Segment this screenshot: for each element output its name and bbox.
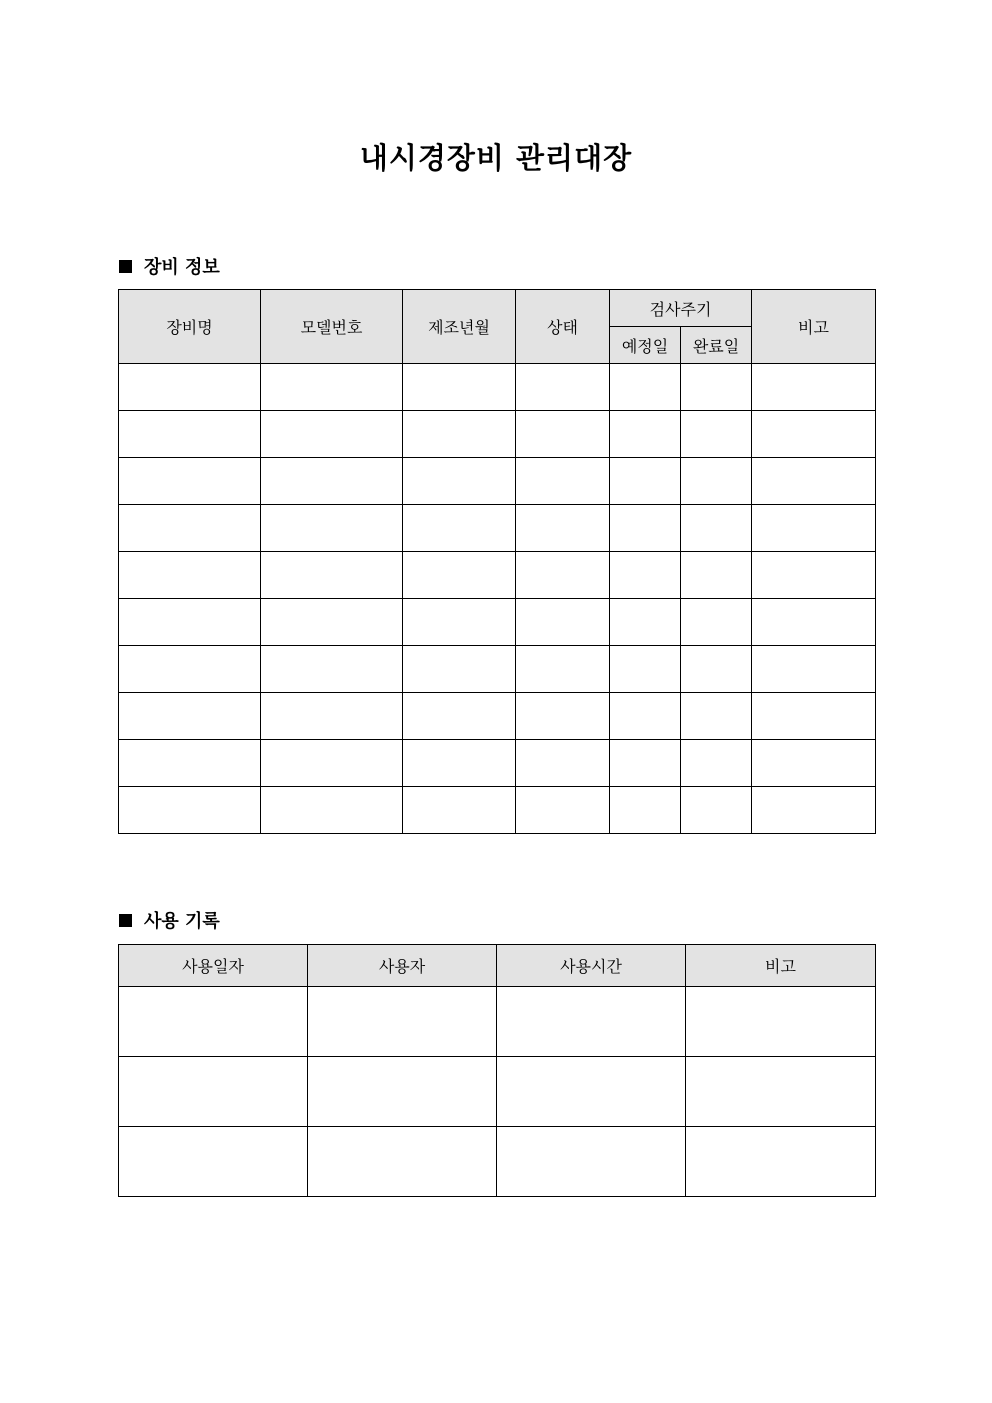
table-cell[interactable] (261, 505, 403, 552)
section-heading-usage-record (119, 907, 220, 933)
table-cell[interactable] (119, 740, 261, 787)
table-row (119, 599, 876, 646)
table-row (119, 1127, 876, 1197)
table-cell[interactable] (403, 646, 516, 693)
table-cell[interactable] (403, 599, 516, 646)
table-cell[interactable] (119, 646, 261, 693)
table-cell[interactable] (403, 458, 516, 505)
header-user: 사용자 (308, 945, 497, 987)
table-cell[interactable] (686, 1057, 876, 1127)
table-cell[interactable] (497, 1127, 686, 1197)
table-cell[interactable] (681, 740, 752, 787)
table-row (119, 987, 876, 1057)
table-cell[interactable] (681, 411, 752, 458)
table-row (119, 364, 876, 411)
equipment-table-body (119, 364, 876, 834)
table-cell[interactable] (119, 987, 308, 1057)
table-row (119, 458, 876, 505)
table-row (119, 1057, 876, 1127)
table-cell[interactable] (752, 552, 876, 599)
table-cell[interactable] (681, 552, 752, 599)
table-cell[interactable] (610, 505, 681, 552)
table-cell[interactable] (516, 552, 610, 599)
table-cell[interactable] (119, 411, 261, 458)
table-cell[interactable] (261, 599, 403, 646)
header-equipment-name: 장비명 (119, 290, 261, 364)
table-cell[interactable] (610, 458, 681, 505)
table-cell[interactable] (403, 364, 516, 411)
header-completed-date: 완료일 (681, 327, 752, 364)
table-cell[interactable] (610, 693, 681, 740)
table-cell[interactable] (261, 787, 403, 834)
section-heading-label: 사용 기록 (144, 911, 220, 932)
table-cell[interactable] (497, 987, 686, 1057)
table-cell[interactable] (308, 1127, 497, 1197)
table-cell[interactable] (308, 987, 497, 1057)
table-cell[interactable] (752, 693, 876, 740)
table-cell[interactable] (516, 693, 610, 740)
table-cell[interactable] (261, 740, 403, 787)
table-cell[interactable] (681, 646, 752, 693)
table-cell[interactable] (119, 693, 261, 740)
section-heading-equipment-info (119, 253, 220, 279)
table-cell[interactable] (516, 599, 610, 646)
header-status: 상태 (516, 290, 610, 364)
usage-record-table (118, 944, 876, 1197)
table-cell[interactable] (119, 1057, 308, 1127)
table-cell[interactable] (261, 364, 403, 411)
header-remarks: 비고 (752, 290, 876, 364)
table-cell[interactable] (610, 364, 681, 411)
usage-table-body (119, 987, 876, 1197)
table-cell[interactable] (681, 458, 752, 505)
table-cell[interactable] (681, 787, 752, 834)
table-cell[interactable] (752, 599, 876, 646)
table-cell[interactable] (516, 787, 610, 834)
table-cell[interactable] (119, 787, 261, 834)
table-row (119, 787, 876, 834)
document-title: 내시경장비 관리대장 (359, 141, 633, 175)
table-cell[interactable] (610, 740, 681, 787)
table-cell[interactable] (403, 411, 516, 458)
table-cell[interactable] (403, 693, 516, 740)
table-cell[interactable] (516, 458, 610, 505)
table-cell[interactable] (516, 411, 610, 458)
table-cell[interactable] (308, 1057, 497, 1127)
table-cell[interactable] (403, 505, 516, 552)
table-cell[interactable] (261, 552, 403, 599)
header-model-number: 모델번호 (261, 290, 403, 364)
header-use-date: 사용일자 (119, 945, 308, 987)
header-inspection-cycle: 검사주기 (610, 290, 752, 327)
header-manufacture-date: 제조년월 (403, 290, 516, 364)
table-cell[interactable] (119, 552, 261, 599)
table-cell[interactable] (610, 646, 681, 693)
table-cell[interactable] (516, 505, 610, 552)
header-scheduled-date: 예정일 (610, 327, 681, 364)
table-row (119, 740, 876, 787)
table-cell[interactable] (752, 646, 876, 693)
table-cell[interactable] (752, 458, 876, 505)
table-cell[interactable] (752, 364, 876, 411)
table-cell[interactable] (119, 599, 261, 646)
table-cell[interactable] (686, 987, 876, 1057)
table-cell[interactable] (681, 599, 752, 646)
table-cell[interactable] (610, 787, 681, 834)
table-cell[interactable] (119, 458, 261, 505)
table-cell[interactable] (752, 411, 876, 458)
table-cell[interactable] (497, 1057, 686, 1127)
table-cell[interactable] (610, 411, 681, 458)
table-cell[interactable] (610, 552, 681, 599)
table-cell[interactable] (119, 364, 261, 411)
table-cell[interactable] (681, 364, 752, 411)
table-cell[interactable] (261, 411, 403, 458)
table-cell[interactable] (686, 1127, 876, 1197)
table-cell[interactable] (261, 458, 403, 505)
square-bullet-icon (119, 914, 132, 927)
table-cell[interactable] (752, 505, 876, 552)
table-cell[interactable] (261, 693, 403, 740)
table-cell[interactable] (403, 552, 516, 599)
table-cell[interactable] (681, 505, 752, 552)
table-row (119, 646, 876, 693)
table-cell[interactable] (119, 1127, 308, 1197)
table-cell[interactable] (261, 646, 403, 693)
table-cell[interactable] (752, 787, 876, 834)
header-usage-remarks: 비고 (686, 945, 876, 987)
table-cell[interactable] (516, 364, 610, 411)
table-row (119, 411, 876, 458)
table-cell[interactable] (516, 646, 610, 693)
table-row (119, 693, 876, 740)
table-cell[interactable] (403, 787, 516, 834)
header-use-time: 사용시간 (497, 945, 686, 987)
table-row (119, 552, 876, 599)
table-cell[interactable] (681, 693, 752, 740)
square-bullet-icon (119, 260, 132, 273)
table-cell[interactable] (403, 740, 516, 787)
table-cell[interactable] (119, 505, 261, 552)
section-heading-label: 장비 정보 (144, 257, 220, 278)
table-cell[interactable] (516, 740, 610, 787)
table-cell[interactable] (610, 599, 681, 646)
table-row (119, 505, 876, 552)
table-cell[interactable] (752, 740, 876, 787)
equipment-info-table (118, 289, 876, 834)
